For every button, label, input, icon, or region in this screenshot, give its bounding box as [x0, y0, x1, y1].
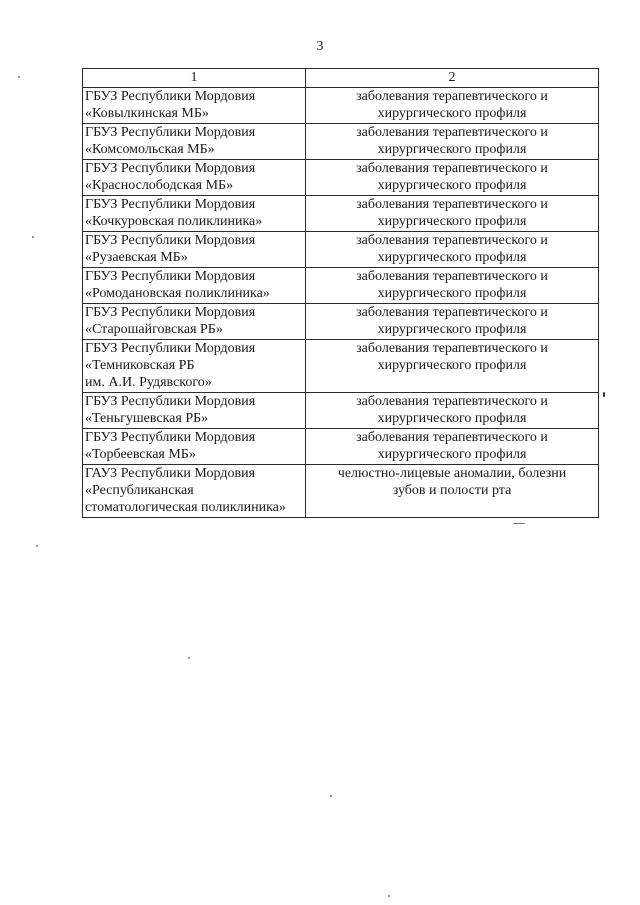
scan-speck [330, 795, 332, 797]
profile-line: хирургического профиля [377, 106, 527, 121]
organization-cell [83, 124, 306, 160]
organization-line: «Ковылкинская МБ» [85, 106, 209, 121]
organization-line: ГБУЗ Республики Мордовия [85, 197, 256, 212]
profile-line: заболевания терапевтического и [356, 89, 548, 104]
table-row [83, 88, 599, 124]
scan-speck [603, 392, 605, 397]
profile-cell [306, 124, 599, 160]
profile-line: заболевания терапевтического и [356, 341, 548, 356]
table-row [83, 232, 599, 268]
organization-cell [83, 196, 306, 232]
profile-line: заболевания терапевтического и [356, 430, 548, 445]
organization-cell [83, 88, 306, 124]
profile-line: заболевания терапевтического и [356, 233, 548, 248]
profile-line: хирургического профиля [377, 286, 527, 301]
profile-line: заболевания терапевтического и [356, 125, 548, 140]
table-header-row [83, 69, 599, 88]
organization-cell [83, 429, 306, 465]
organization-line: ГБУЗ Республики Мордовия [85, 430, 256, 445]
profile-cell [306, 465, 599, 518]
table-body [83, 88, 599, 518]
organization-line: «Торбеевская МБ» [85, 447, 196, 462]
organization-cell [83, 465, 306, 518]
table-row [83, 340, 599, 393]
profile-cell [306, 196, 599, 232]
scan-speck [388, 895, 390, 897]
profile-line: хирургического профиля [377, 358, 527, 373]
profile-line: хирургического профиля [377, 178, 527, 193]
profile-cell [306, 232, 599, 268]
column-header-1: 1 [83, 69, 306, 88]
referral-table [82, 68, 599, 518]
organization-line: «Ромодановская поликлиника» [85, 286, 270, 301]
organization-line: им. А.И. Рудявского» [85, 375, 212, 390]
table-row [83, 429, 599, 465]
profile-cell [306, 429, 599, 465]
organization-line: «Темниковская РБ [85, 358, 195, 373]
scan-speck [513, 523, 525, 524]
scan-speck [32, 236, 34, 238]
table-row [83, 268, 599, 304]
profile-line: хирургического профиля [377, 214, 527, 229]
profile-line: хирургического профиля [377, 322, 527, 337]
profile-line: хирургического профиля [377, 411, 527, 426]
profile-line: хирургического профиля [377, 142, 527, 157]
profile-line: заболевания терапевтического и [356, 394, 548, 409]
profile-line: заболевания терапевтического и [356, 161, 548, 176]
profile-cell [306, 340, 599, 393]
table-row [83, 304, 599, 340]
table-row [83, 124, 599, 160]
table-row [83, 196, 599, 232]
organization-line: ГБУЗ Республики Мордовия [85, 341, 256, 356]
organization-line: «Комсомольская МБ» [85, 142, 215, 157]
table-row [83, 393, 599, 429]
organization-line: ГАУЗ Республики Мордовия [85, 466, 256, 481]
profile-line: челюстно-лицевые аномалии, болезни [337, 466, 567, 481]
organization-line: ГБУЗ Республики Мордовия [85, 125, 256, 140]
profile-line: заболевания терапевтического и [356, 305, 548, 320]
organization-cell [83, 340, 306, 393]
organization-cell [83, 268, 306, 304]
profile-line: хирургического профиля [377, 250, 527, 265]
organization-line: ГБУЗ Республики Мордовия [85, 394, 256, 409]
organization-line: «Кочкуровская поликлиника» [85, 214, 263, 229]
page-number: 3 [316, 39, 324, 54]
profile-cell [306, 88, 599, 124]
profile-line: заболевания терапевтического и [356, 269, 548, 284]
organization-line: ГБУЗ Республики Мордовия [85, 269, 256, 284]
scan-speck [36, 545, 38, 547]
organization-line: стоматологическая поликлиника» [85, 500, 286, 515]
organization-line: ГБУЗ Республики Мордовия [85, 161, 256, 176]
profile-cell [306, 393, 599, 429]
organization-line: «Теньгушевская РБ» [85, 411, 209, 426]
organization-line: ГБУЗ Республики Мордовия [85, 233, 256, 248]
column-header-2: 2 [306, 69, 599, 88]
organization-cell [83, 160, 306, 196]
organization-cell [83, 393, 306, 429]
scan-speck [188, 657, 190, 659]
table-row [83, 160, 599, 196]
profile-cell [306, 304, 599, 340]
profile-cell [306, 268, 599, 304]
table-row [83, 465, 599, 518]
profile-line: хирургического профиля [377, 447, 527, 462]
scan-speck [18, 76, 20, 78]
organization-line: «Старошайговская РБ» [85, 322, 223, 337]
organization-line: ГБУЗ Республики Мордовия [85, 89, 256, 104]
organization-cell [83, 304, 306, 340]
organization-line: «Краснослободская МБ» [85, 178, 234, 193]
organization-line: «Республиканская [85, 483, 194, 498]
profile-line: зубов и полости рта [392, 483, 512, 498]
organization-cell [83, 232, 306, 268]
profile-cell [306, 160, 599, 196]
profile-line: заболевания терапевтического и [356, 197, 548, 212]
organization-line: ГБУЗ Республики Мордовия [85, 305, 256, 320]
organization-line: «Рузаевская МБ» [85, 250, 188, 265]
